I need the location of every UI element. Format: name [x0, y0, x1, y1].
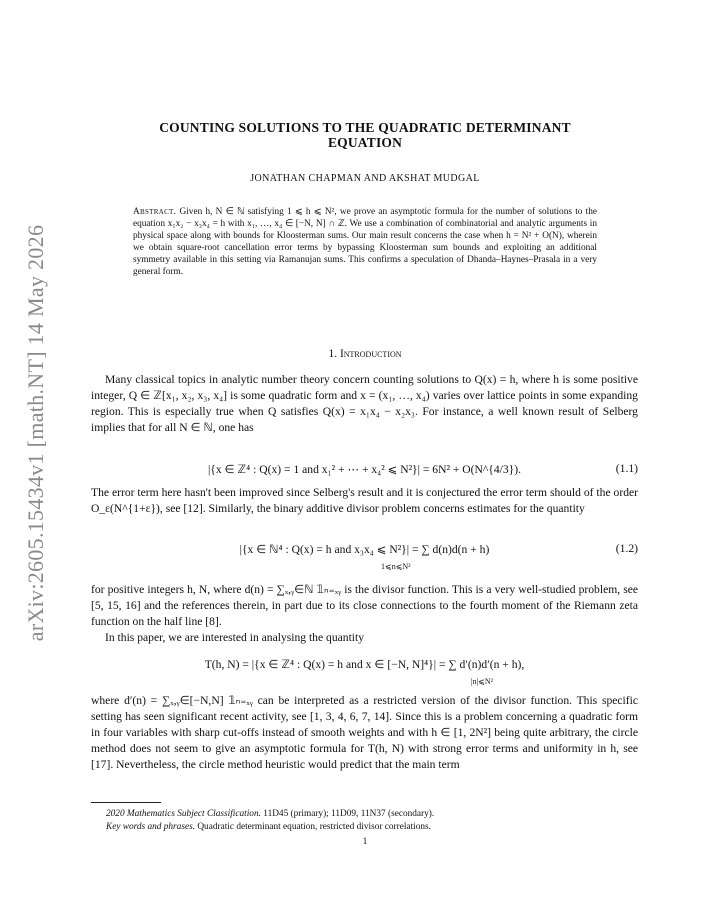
abstract-line-2: a combination of combinatorial and analytic arguments in physical space along with bounds	[133, 218, 597, 241]
para5-line-5: in h, see [17]. Nevertheless, the circle method heuristic would predict that the main term	[91, 741, 638, 771]
para1-line-2: (x₁, …, x₄) varies over lattice points in some expanding region. This is especially true when	[91, 388, 638, 418]
title-line-2: EQUATION	[327, 135, 403, 150]
abstract	[133, 207, 597, 278]
abstract-line-1: number of solutions to the equation x₁x₂ − x₃x₄ = h with x₁, …, x₄ ∈ [−N, N] ∩ ℤ. We use	[133, 207, 598, 229]
para3-line-2: connections to the fourth moment of the Riemann zeta function on the half line [8].	[91, 598, 638, 628]
paragraph-1	[91, 372, 638, 436]
para2-line-1: error term should of the order O_ε(N^{1+ε}), see [12]. Similarly, the binary additive divisor	[91, 486, 638, 515]
para4-line: In this paper, we are interested in analysing the quantity	[105, 631, 365, 644]
section-heading: 1. Introduction	[328, 348, 402, 360]
footnote-msc-label: 2020 Mathematics Subject Classification.	[106, 809, 261, 819]
abstract-line-0: Given h, N ∈ ℕ satisfying 1 ⩽ h ⩽ N², we prove an asymptotic formula for the	[179, 207, 493, 217]
equation-1-2	[91, 542, 638, 571]
para5-line-0: where d′(n) = ∑ₓ,ᵧ∈[−N,N] 𝟙ₙ₌ₓᵧ can be interpreted as a restricted version of the divisor	[91, 694, 526, 707]
abstract-line-3: for Kloosterman sums. Our main result concerns the case when h = N² + O(N), wherein	[263, 230, 597, 241]
abstract-label: Abstract.	[133, 207, 177, 217]
footnote-keywords	[106, 821, 626, 833]
abstract-line-4: we obtain square-root cancellation error terms by bypassing Kloosterman sum bounds and	[133, 242, 499, 253]
footnote-msc	[106, 808, 626, 820]
equation-t-body: T(h, N) = |{x ∈ ℤ⁴ : Q(x) = h and x ∈ [−N, N]⁴}| = ∑ d′(n)d′(n + h),	[204, 658, 525, 671]
footnote-keywords-text: Quadratic determinant equation, restricted divisor correlations.	[195, 822, 431, 832]
footnote-rule	[91, 802, 161, 803]
paragraph-2	[91, 485, 638, 517]
equation-1-2-body: |{x ∈ ℕ⁴ : Q(x) = h and x₃x₄ ⩽ N²}| = ∑ d(n)d(n + h)	[239, 543, 490, 556]
para5-line-3: instead of smooth weights and with h ∈ [1, 2N²] being quite arbitrary, the circle method does	[91, 725, 638, 755]
para5-line-2: Since this is a problem concerning a quadratic form in four variables with sharp cut-offs	[91, 709, 639, 739]
para2-line-0: The error term here hasn't been improved since Selberg's result and it is conjectured the	[91, 486, 498, 499]
footnote-keywords-label: Key words and phrases.	[106, 822, 196, 832]
equation-1-2-subscript: 1⩽n⩽N²	[381, 562, 411, 571]
paragraph-3	[91, 582, 638, 630]
para2-line-2: problem concerns estimates for the quantity	[381, 501, 585, 515]
paragraph-4	[91, 630, 638, 646]
title-line-1: COUNTING SOLUTIONS TO THE QUADRATIC DETERMINANT	[159, 120, 571, 135]
equation-number-1-1: (1.1)	[615, 462, 638, 475]
paper-title	[110, 120, 620, 150]
page-number: 1	[362, 837, 368, 847]
para1-line-3: Q satisfies Q(x) = x₁x₄ − x₂x₃. For instance, a well known result of Selberg implies that	[91, 404, 638, 434]
paragraph-5	[91, 693, 638, 773]
abstract-line-5: exploiting an additional symmetry available in this setting via Ramanujan sums. This	[133, 242, 597, 265]
para5-line-1: function. This specific setting has seen significant recent activity, see [1, 3, 4, 6, 7, 14].	[91, 694, 638, 723]
para3-line-0: for positive integers h, N, where d(n) = ∑ₓ,ᵧ∈ℕ 𝟙ₙ₌ₓᵧ is the divisor function. This is a	[91, 583, 492, 596]
abstract-line-6: confirms a speculation of Dhanda–Haynes–Prasala in a very general form.	[133, 254, 598, 277]
equation-number-1-2: (1.2)	[615, 542, 638, 555]
para5-line-4: not seem to give an asymptotic formula for T(h, N) with strong error terms and uniformity	[155, 741, 594, 755]
para1-line-0: Many classical topics in analytic number theory concern counting solutions to Q(x) = h,	[105, 373, 519, 386]
authors: JONATHAN CHAPMAN AND AKSHAT MUDGAL	[250, 173, 480, 184]
para1-line-1: where h is some positive integer, Q ∈ ℤ[x₁, x₂, x₃, x₄] is some quadratic form and x =	[91, 373, 638, 402]
para1-line-4: for all N ∈ ℕ, one has	[148, 420, 254, 434]
footnote-msc-text: 11D45 (primary); 11D09, 11N37 (secondary).	[260, 809, 435, 819]
equation-1-1-body: |{x ∈ ℤ⁴ : Q(x) = 1 and x₁² + ⋯ + x₄² ⩽ N²}| = 6N² + O(N^{4/3}).	[207, 463, 522, 476]
equation-t	[91, 657, 638, 686]
arxiv-watermark: arXiv:2605.15434v1 [math.NT] 14 May 2026	[23, 224, 48, 642]
para3-line-1: very well-studied problem, see [5, 15, 16] and the references therein, in part due to its close	[91, 583, 638, 612]
equation-1-1	[91, 462, 638, 476]
equation-t-subscript: |n|⩽N²	[471, 677, 494, 686]
